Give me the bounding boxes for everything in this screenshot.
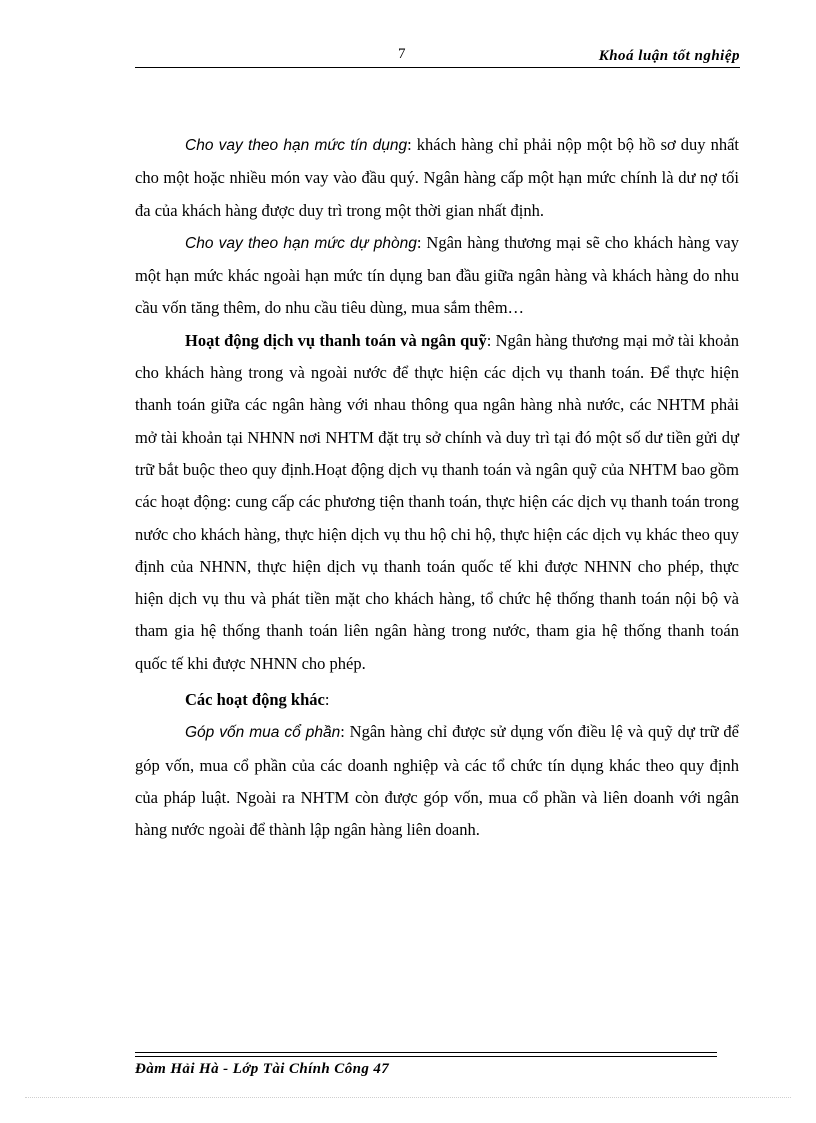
paragraph-payment-services-text: : Ngân hàng thương mại mở tài khoản cho khách hàng trong và ngoài nước để thực hiện các dịch vụ thanh toán. Để thực hiện thanh toán giữa các ngân hàng với nhau thông qua ngân hàng nhà nước, các NHTM phải mở tài khoản tại NHNN nơi NHTM đặt trụ sở chính và duy trì tại đó một số dư tiền gửi dự trữ bắt buộc theo quy định.Hoạt động dịch vụ thanh toán và ngân quỹ của NHTM bao gồm các hoạt động: cung cấp các phương tiện thanh toán, thực hiện các dịch vụ thanh toán trong nước cho khách hàng, thực hiện dịch vụ thu hộ chi hộ, thực hiện các dịch vụ khác theo quy định của NHNN, thực hiện dịch vụ thanh toán quốc tế khi được NHNN cho phép, thực hiện dịch vụ thu và phát tiền mặt cho khách hàng, tổ chức hệ thống thanh toán nội bộ và tham gia hệ thống thanh toán liên ngân hàng trong nước, tham gia hệ thống thanh toán quốc tế khi được NHNN cho phép. bbox=[135, 330, 739, 673]
header-title: Khoá luận tốt nghiệp bbox=[598, 48, 740, 64]
term-credit-limit: Cho vay theo hạn mức tín dụng bbox=[185, 137, 408, 154]
term-equity-contribution: Góp vốn mua cổ phần bbox=[185, 724, 341, 742]
footer-rule-bottom bbox=[135, 1056, 717, 1057]
paragraph-other-activities-text: : bbox=[324, 690, 330, 710]
paragraph-standby-limit bbox=[135, 227, 739, 325]
page-edge bbox=[25, 1097, 791, 1098]
page-header bbox=[135, 46, 740, 68]
paragraph-payment-services bbox=[135, 325, 739, 680]
paragraph-credit-limit-text: : khách hàng chỉ phải nộp một bộ hồ sơ duy nhất cho một hoặc nhiều món vay vào đầu quý. Ngân hàng cấp một hạn mức chính là dư nợ tối đa của khách hàng được duy trì trong một thời gian nhất định. bbox=[135, 135, 740, 220]
term-payment-services: Hoạt động dịch vụ thanh toán và ngân quỹ bbox=[185, 330, 487, 350]
page-number: 7 bbox=[398, 46, 406, 62]
page-footer bbox=[135, 1052, 717, 1078]
paragraph-equity-contribution-text: : Ngân hàng chỉ được sử dụng vốn điều lệ và quỹ dự trữ để góp vốn, mua cổ phần của các doanh nghiệp và các tổ chức tín dụng khác theo quy định của pháp luật. Ngoài ra NHTM còn được góp vốn, mua cổ phần và liên doanh với ngân hàng nước ngoài để thành lập ngân hàng liên doanh. bbox=[135, 722, 739, 840]
paragraph-standby-limit-text: : Ngân hàng thương mại sẽ cho khách hàng vay một hạn mức khác ngoài hạn mức tín dụng ban đầu giữa ngân hàng và khách hàng do nhu cầu vốn tăng thêm, do nhu cầu tiêu dùng, mua sắm thêm… bbox=[135, 232, 740, 318]
paragraph-other-activities bbox=[135, 684, 739, 716]
paragraph-credit-limit bbox=[135, 129, 739, 227]
body-text bbox=[135, 129, 739, 847]
term-other-activities: Các hoạt động khác bbox=[185, 690, 325, 710]
footer-rule-top bbox=[135, 1052, 717, 1053]
paragraph-equity-contribution bbox=[135, 716, 739, 846]
term-standby-limit: Cho vay theo hạn mức dự phòng bbox=[185, 234, 417, 252]
footer-author: Đàm Hải Hà - Lớp Tài Chính Công 47 bbox=[135, 1061, 390, 1077]
header-rule bbox=[135, 67, 740, 68]
